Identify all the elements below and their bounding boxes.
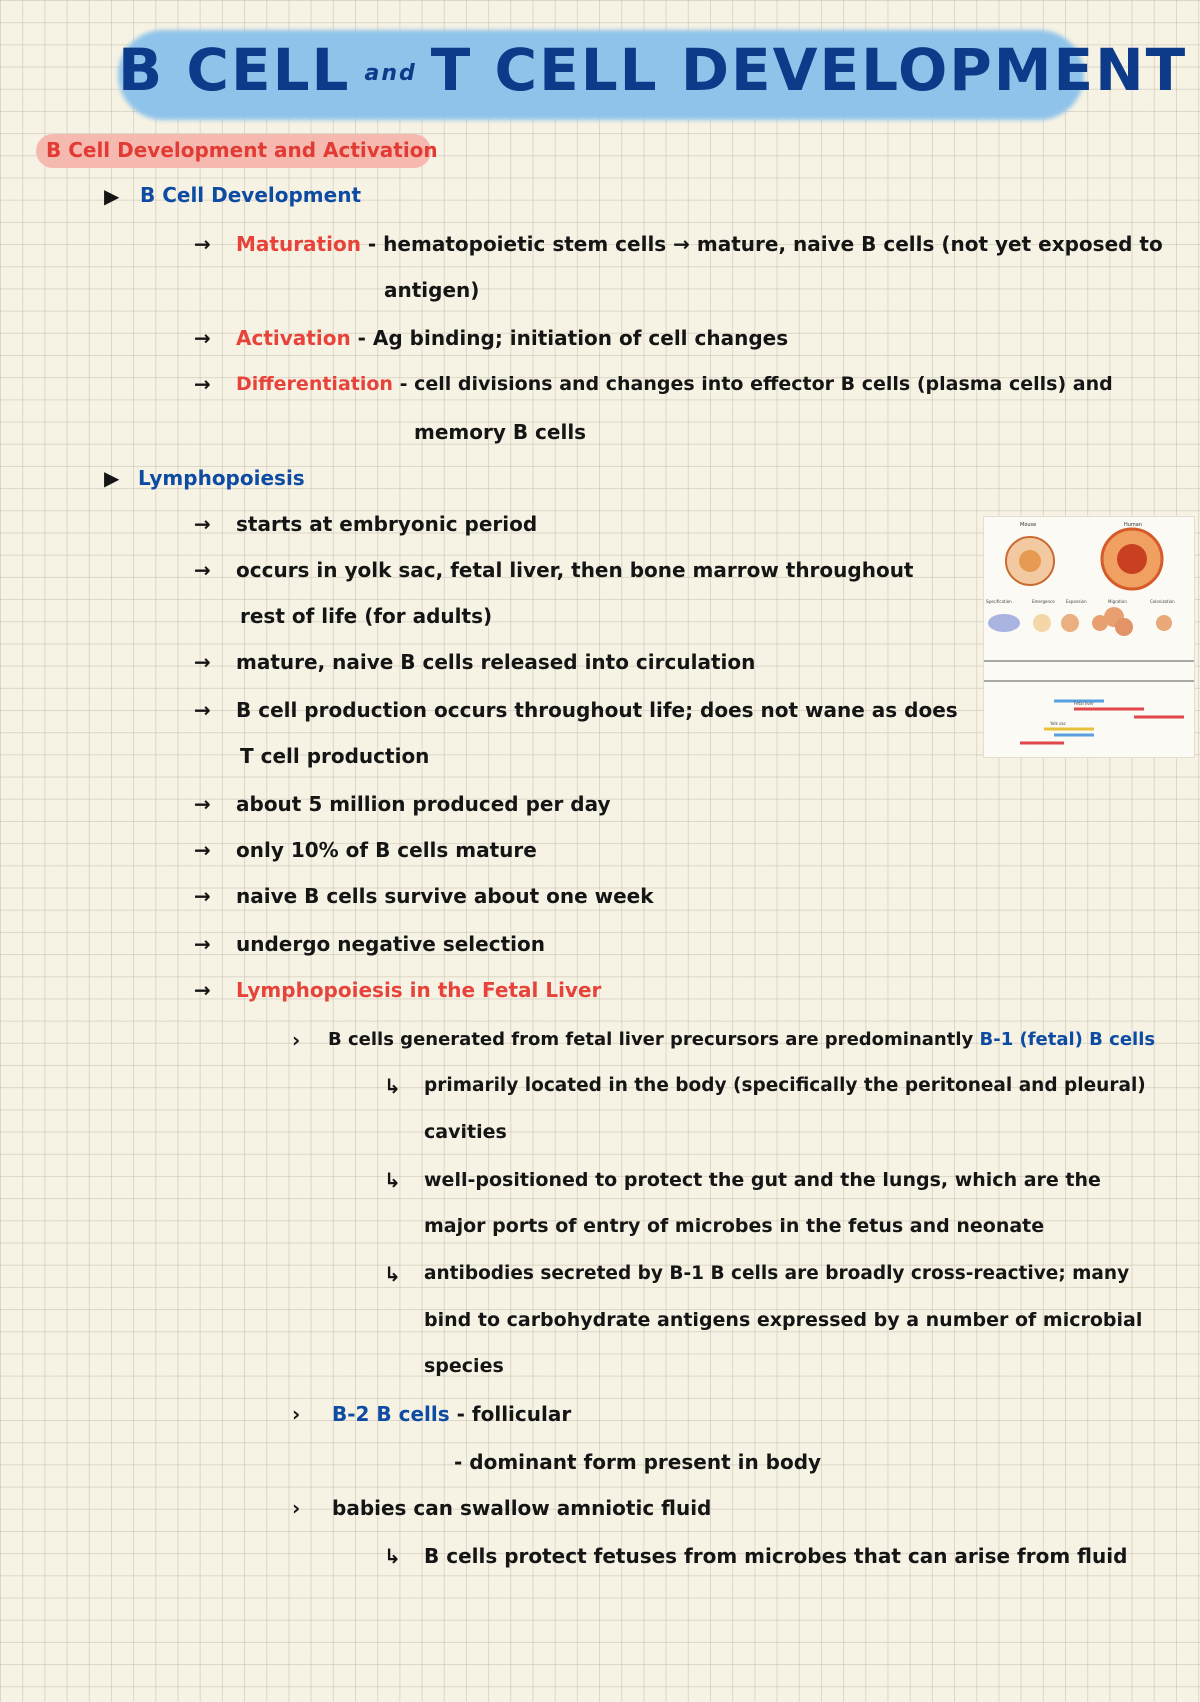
fetal-sub-cont: species	[424, 1355, 504, 1377]
maturation-cont: antigen)	[384, 278, 480, 302]
b2-line	[332, 1400, 571, 1428]
sub-arrow-icon: ↳	[384, 1168, 401, 1192]
lymph-item: only 10% of B cells mature	[236, 838, 537, 862]
fluid-line: babies can swallow amniotic fluid	[332, 1496, 712, 1520]
bullet-icon: ▶	[104, 184, 120, 208]
mouse-embryo-core-icon	[1019, 550, 1041, 572]
fetal-sub-cont: cavities	[424, 1121, 507, 1143]
title-right: T CELL DEVELOPMENT	[430, 36, 1188, 104]
cell-stage-icon	[1033, 614, 1051, 632]
section-title: B Cell Development and Activation	[46, 138, 438, 162]
activation-term: Activation	[236, 326, 351, 350]
fetal-sub: well-positioned to protect the gut and the lungs, which are the	[424, 1169, 1101, 1191]
maturation-line	[236, 230, 1163, 258]
sub-arrow-icon: ↳	[384, 1544, 401, 1568]
human-embryo-core-icon	[1117, 544, 1147, 574]
fetal-liver-heading: Lymphopoiesis in the Fetal Liver	[236, 978, 602, 1002]
lymph-item: mature, naive B cells released into circulation	[236, 650, 756, 674]
maturation-term: Maturation	[236, 232, 361, 256]
b2-text: - follicular	[456, 1402, 572, 1426]
diagram-label-fetal-liver: Fetal liver	[1074, 701, 1094, 706]
diagram-label-human: Human	[1124, 522, 1143, 528]
title-banner	[118, 22, 1188, 128]
sub-arrow-icon: ↳	[384, 1074, 401, 1098]
arrow-icon: →	[194, 698, 211, 722]
diagram-stage-label: Migration	[1108, 599, 1127, 604]
lymphopoiesis-diagram	[983, 516, 1195, 758]
arrow-icon: →	[194, 792, 211, 816]
diagram-stage-label: Specification	[986, 599, 1012, 604]
lymph-item-cont: T cell production	[240, 744, 430, 768]
differentiation-cont: memory B cells	[414, 420, 587, 444]
fetal-point1	[328, 1026, 1155, 1054]
lymph-item-cont: rest of life (for adults)	[240, 604, 493, 628]
fetal-sub: antibodies secreted by B-1 B cells are broadly cross-reactive; many	[424, 1263, 1130, 1284]
activation-line	[236, 324, 788, 352]
cell-stage-icon	[988, 614, 1020, 632]
arrow-icon: →	[194, 512, 211, 536]
lymph-item: starts at embryonic period	[236, 512, 538, 536]
arrow-icon: →	[194, 978, 211, 1002]
diagram-stage-label: Emergence	[1032, 599, 1055, 604]
lymph-item: occurs in yolk sac, fetal liver, then bone marrow throughout	[236, 558, 914, 582]
sub-arrow-icon: ↳	[384, 1262, 401, 1286]
maturation-text: - hematopoietic stem cells → mature, naive B cells (not yet exposed to	[367, 232, 1163, 256]
arrow-icon: →	[194, 932, 211, 956]
arrow-icon: →	[194, 884, 211, 908]
b2-term: B-2 B cells	[332, 1402, 450, 1426]
diagram-label-yolk-sac: Yolk sac	[1050, 721, 1066, 726]
arrow-icon: →	[194, 326, 211, 350]
fluid-sub: B cells protect fetuses from microbes that can arise from fluid	[424, 1544, 1128, 1568]
arrow-icon: →	[194, 838, 211, 862]
title-left: B CELL	[118, 36, 351, 104]
diagram-svg	[984, 517, 1194, 757]
fetal-point1-highlight: B-1 (fetal) B cells	[979, 1029, 1156, 1050]
differentiation-line	[236, 370, 1113, 398]
cell-stage-icon	[1061, 614, 1079, 632]
fetal-sub-cont: bind to carbohydrate antigens expressed by a number of microbial	[424, 1309, 1143, 1331]
chevron-right-icon: ›	[292, 1028, 301, 1052]
diagram-stage-label: Expansion	[1066, 599, 1087, 604]
chevron-right-icon: ›	[292, 1496, 301, 1520]
chevron-right-icon: ›	[292, 1402, 301, 1426]
arrow-icon: →	[194, 650, 211, 674]
fetal-sub: primarily located in the body (specifically the peritoneal and pleural)	[424, 1075, 1146, 1096]
diagram-stage-label: Colonization	[1150, 599, 1175, 604]
fetal-point1-text: B cells generated from fetal liver precursors are predominantly	[328, 1029, 974, 1050]
cell-stage-icon	[1156, 615, 1172, 631]
fetal-sub-cont: major ports of entry of microbes in the fetus and neonate	[424, 1215, 1045, 1237]
subheading-b-cell-development: B Cell Development	[140, 183, 362, 207]
lymph-item: undergo negative selection	[236, 932, 545, 956]
subheading-lymphopoiesis: Lymphopoiesis	[138, 466, 305, 490]
page-title	[118, 36, 1188, 104]
title-joiner: and	[364, 61, 417, 87]
arrow-icon: →	[194, 232, 211, 256]
activation-text: - Ag binding; initiation of cell changes	[357, 326, 789, 350]
arrow-icon: →	[194, 558, 211, 582]
lymph-item: B cell production occurs throughout life; does not wane as does	[236, 698, 958, 722]
differentiation-term: Differentiation	[236, 373, 393, 395]
cell-stage-icon	[1115, 618, 1133, 636]
diagram-label-mouse: Mouse	[1020, 522, 1037, 528]
lymph-item: naive B cells survive about one week	[236, 884, 654, 908]
lymph-item: about 5 million produced per day	[236, 792, 611, 816]
arrow-icon: →	[194, 372, 211, 396]
bullet-icon: ▶	[104, 466, 120, 490]
differentiation-text: - cell divisions and changes into effector B cells (plasma cells) and	[399, 373, 1113, 395]
b2-sub: - dominant form present in body	[454, 1450, 822, 1474]
